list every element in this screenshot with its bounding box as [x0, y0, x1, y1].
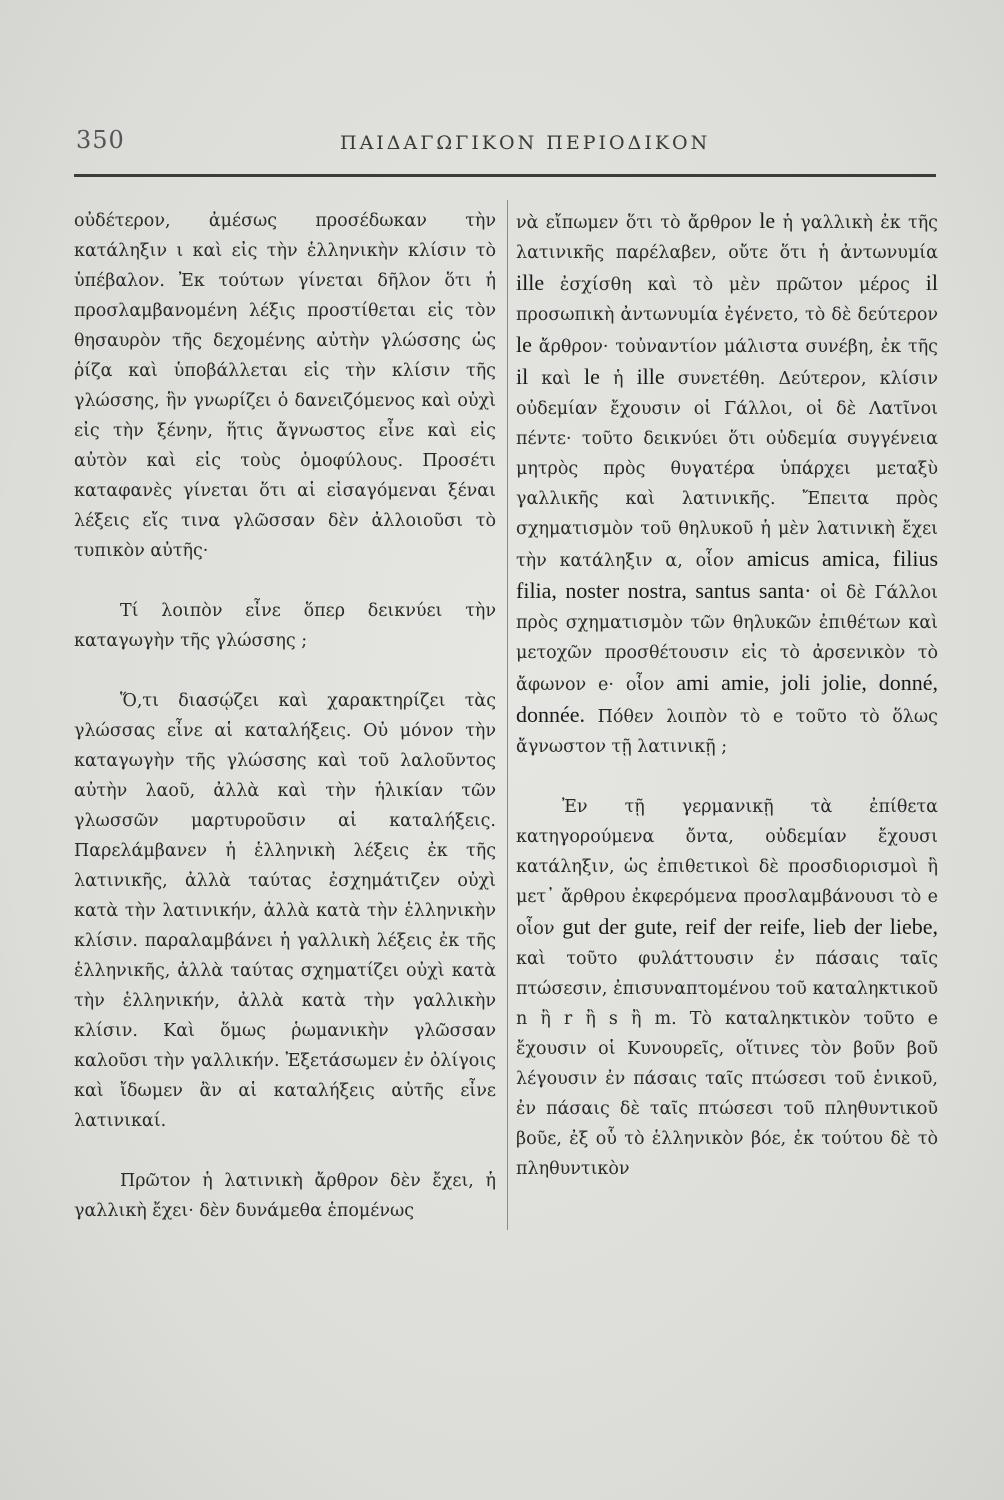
- page-number: 350: [76, 126, 125, 154]
- text-run: Πόθεν λοιπὸν τὸ e τοῦτο τὸ ὅλως ἄγνωστον τῇ λατινικῇ ;: [516, 707, 938, 757]
- french-examples: ami amie, joli jolie, donné, donnée.: [516, 670, 938, 727]
- text-run: α, οἷον: [665, 551, 735, 571]
- header-rule: [74, 174, 936, 177]
- latin-word: le: [516, 332, 532, 357]
- left-paragraph-3: Ὅ,τι διασῴζει καὶ χαρακτηρίζει τὰς γλώσσας εἶνε αἱ καταλήξεις. Οὐ μόνον τὴν καταγωγὴν τῆς γλώσσης καὶ τοῦ λαλοῦντος αὐτὴν λαοῦ, ἀλλὰ καὶ τὴν ἡλικίαν τῶν γλωσσῶν μαρτυροῦσιν αἱ καταλήξεις. Παρελάμβανεν ἡ ἑλληνικὴ λέξεις ἐκ τῆς λατινικῆς, ἀλλὰ ταύτας ἐσχημάτιζεν οὐχὶ κατὰ τὴν λατινικήν, ἀλλὰ κατὰ τὴν ἑλληνικὴν κλίσιν. παραλαμβάνει ἡ γαλλικὴ λέξεις ἐκ τῆς ἑλληνικῆς, ἀλλὰ ταύτας σχηματίζει οὐχὶ κατὰ τὴν ἑλληνικήν, ἀλλὰ κατὰ τὴν γαλλικὴν κλίσιν. Καὶ ὅμως ῥωμανικὴν γλῶσσαν καλοῦσι τὴν γαλλικήν. Ἐξετάσωμεν ἐν ὀλίγοις καὶ ἴδωμεν ἂν αἱ καταλήξεις αὐτῆς εἶνε λατινικαί.: [74, 691, 496, 1131]
- german-examples: gut der gute, reif der reife, lieb der liebe,: [562, 914, 938, 939]
- left-paragraph-4: Πρῶτον ἡ λατινικὴ ἄρθρον δὲν ἔχει, ἡ γαλλικὴ ἔχει· δὲν δυνάμεθα ἑπομένως: [74, 1171, 496, 1221]
- column-divider: [507, 200, 508, 1230]
- left-paragraph-1: οὐδέτερον, ἀμέσως προσέδωκαν τὴν κατάληξιν ι καὶ εἰς τὴν ἑλληνικὴν κλίσιν τὸ ὑπέβαλον. Ἐκ τούτων γίνεται δῆλον ὅτι ἡ προσλαμβανομένη λέξις προστίθεται εἰς τὸν θησαυρὸν τῆς δεχομένης αὐτὴν γλώσσης ὡς ῥίζα καὶ ὑποβάλλεται εἰς τὴν κλίσιν τῆς γλώσσης, ἣν γνωρίζει ὁ δανειζόμενος καὶ οὐχὶ εἰς τὴν ξένην, ἥτις ἄγνωστος εἶνε καὶ εἰς αὐτὸν καὶ εἰς τοὺς ὁμοφύλους. Προσέτι καταφανὲς γίνεται ὅτι αἱ εἰσαγόμεναι ξέναι λέξεις εἴς τινα γλῶσσαν δὲν ἀλλοιοῦσι τὸ τυπικὸν αὐτῆς·: [74, 211, 496, 561]
- right-column: [516, 206, 938, 1184]
- running-title: ΠΑΙΔΑΓΩΓΙΚΟΝ ΠΕΡΙΟΔΙΚΟΝ: [340, 132, 711, 154]
- left-paragraph-2: Τί λοιπὸν εἶνε ὅπερ δεικνύει τὴν καταγωγὴν τῆς γλώσσης ;: [74, 601, 496, 651]
- latin-examples: amicus amica, filius filia, noster nostra, santus santa·: [516, 546, 939, 603]
- text-run: καὶ τοῦτο φυλάττουσιν ἐν πάσαις ταῖς πτώσεσιν, ἐπισυναπτομένου τοῦ καταληκτικοῦ n ἢ r ἢ s ἢ m. Τὸ καταληκτικὸν τοῦτο e ἔχουσιν οἱ Κυνουρεῖς, οἵτινες τὸν βοῦν βοῦ λέγουσιν ἐν πάσαις ταῖς πτώσεσι τοῦ ἑνικοῦ, ἐν πάσαις δὲ ταῖς πτώσεσι τοῦ πληθυντικοῦ βοῦε, ἐξ οὗ τὸ ἑλληνικὸν βόε, ἐκ τούτου δὲ τὸ πληθυντικὸν: [516, 949, 938, 1179]
- text-run: νὰ εἴπωμεν ὅτι τὸ ἄρθρον: [516, 213, 752, 233]
- latin-word: il: [925, 270, 938, 295]
- text-run: προσωπικὴ ἀντωνυμία ἐγένετο, τὸ δὲ δεύτερον: [516, 305, 938, 325]
- text-run: Ἐν τῇ γερμανικῇ τὰ ἐπίθετα κατηγορούμενα ὄντα, οὐδεμίαν ἔχουσι κατάληξιν, ὡς ἐπιθετικοὶ δὲ προσδιορισμοὶ ἢ μετ᾽ ἄρθρου ἐκφερόμενα προσλαμβάνουσι τὸ e οἷον: [516, 797, 938, 939]
- text-run: ἡ: [612, 369, 624, 389]
- latin-word: le: [759, 208, 776, 233]
- latin-word: ille: [516, 270, 545, 295]
- right-paragraph-1: [516, 206, 938, 762]
- text-run: οἱ δὲ Γάλλοι πρὸς σχηματισμὸν τῶν θηλυκῶν ἐπιθέτων καὶ μετοχῶν προσθέτουσιν εἰς τὸ ἀρσενικὸν τὸ ἄφωνον e· οἷον: [516, 583, 938, 695]
- text-run: ἡ γαλλικὴ ἐκ τῆς λατινικῆς παρέλαβεν, οὔτε ὅτι ἡ ἀντωνυμία: [516, 213, 938, 263]
- right-paragraph-2: [516, 792, 938, 1184]
- latin-word: il: [516, 364, 529, 389]
- left-column: [74, 206, 496, 1226]
- latin-word: ille: [636, 364, 665, 389]
- text-run: καὶ: [541, 369, 571, 389]
- text-run: συνετέθη. Δεύτερον, κλίσιν οὐδεμίαν ἔχουσιν οἱ Γάλλοι, οἱ δὲ Λατῖνοι πέντε· τοῦτο δεικνύει ὅτι οὐδεμία συγγένεια μητρὸς πρὸς θυγατέρα ὑπάρχει μεταξὺ γαλλικῆς καὶ λατινικῆς. Ἔπειτα πρὸς σχηματισμὸν τοῦ θηλυκοῦ ἡ μὲν λατινικὴ ἔχει τὴν κατάληξιν: [516, 369, 938, 571]
- latin-word: le: [584, 364, 600, 389]
- text-run: ἄρθρον· τοὐναντίον μάλιστα συνέβη, ἐκ τῆς: [538, 337, 938, 357]
- text-run: ἐσχίσθη καὶ τὸ μὲν πρῶτον μέρος: [559, 275, 910, 295]
